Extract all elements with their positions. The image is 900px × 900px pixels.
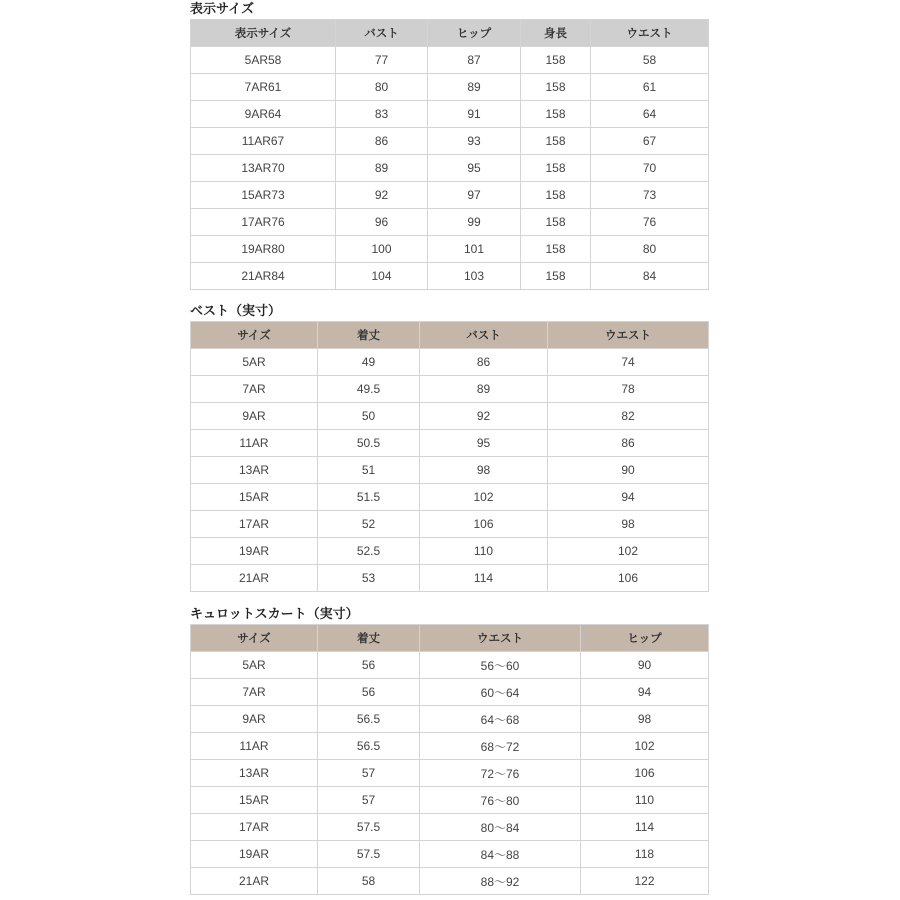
table-cell: 5AR: [191, 652, 318, 679]
table-row: [191, 868, 709, 895]
table-row: [191, 841, 709, 868]
table-cell: 53: [318, 565, 420, 592]
table-cell: 82: [548, 403, 709, 430]
table-cell: 57: [318, 760, 420, 787]
table-cell: 92: [420, 403, 548, 430]
column-header: バスト: [420, 322, 548, 349]
table-cell: 83: [336, 101, 428, 128]
culotte-skirt-section: [190, 605, 709, 895]
table-cell: 51.5: [318, 484, 420, 511]
table-cell: 68～72: [420, 733, 581, 760]
table-cell: 87: [428, 47, 521, 74]
table-cell: 101: [428, 236, 521, 263]
table-cell: 89: [428, 74, 521, 101]
table-cell: 95: [420, 430, 548, 457]
table-cell: 99: [428, 209, 521, 236]
table-row: [191, 155, 709, 182]
table-cell: 15AR: [191, 787, 318, 814]
table-cell: 84: [591, 263, 709, 290]
table-cell: 96: [336, 209, 428, 236]
table-cell: 9AR64: [191, 101, 336, 128]
table-cell: 58: [318, 868, 420, 895]
table-cell: 88～92: [420, 868, 581, 895]
table-cell: 158: [521, 209, 591, 236]
table-cell: 158: [521, 155, 591, 182]
table-row: [191, 652, 709, 679]
table-cell: 98: [581, 706, 709, 733]
table-row: [191, 484, 709, 511]
table-row: [191, 47, 709, 74]
table-cell: 21AR84: [191, 263, 336, 290]
table-cell: 13AR: [191, 457, 318, 484]
column-header: 着丈: [318, 625, 420, 652]
table-cell: 70: [591, 155, 709, 182]
table-cell: 90: [548, 457, 709, 484]
table-row: [191, 263, 709, 290]
table-row: [191, 760, 709, 787]
table-cell: 158: [521, 128, 591, 155]
table-cell: 95: [428, 155, 521, 182]
table-cell: 158: [521, 182, 591, 209]
table-cell: 5AR: [191, 349, 318, 376]
table-cell: 98: [420, 457, 548, 484]
table-cell: 76: [591, 209, 709, 236]
table-cell: 72～76: [420, 760, 581, 787]
table-row: [191, 182, 709, 209]
table-cell: 100: [336, 236, 428, 263]
culotte-skirt-title: キュロットスカート（実寸）: [190, 607, 359, 622]
table-cell: 51: [318, 457, 420, 484]
table-cell: 80～84: [420, 814, 581, 841]
table-cell: 7AR61: [191, 74, 336, 101]
column-header: ヒップ: [581, 625, 709, 652]
table-cell: 74: [548, 349, 709, 376]
table-row: [191, 814, 709, 841]
table-row: [191, 403, 709, 430]
culotte-skirt-table: [190, 624, 709, 895]
column-header: サイズ: [191, 322, 318, 349]
table-cell: 86: [336, 128, 428, 155]
table-cell: 7AR: [191, 679, 318, 706]
table-header-row: [191, 322, 709, 349]
table-cell: 94: [548, 484, 709, 511]
table-cell: 11AR67: [191, 128, 336, 155]
table-cell: 15AR: [191, 484, 318, 511]
column-header: 身長: [521, 20, 591, 47]
table-cell: 94: [581, 679, 709, 706]
table-cell: 103: [428, 263, 521, 290]
table-cell: 50: [318, 403, 420, 430]
table-cell: 78: [548, 376, 709, 403]
table-cell: 13AR: [191, 760, 318, 787]
table-cell: 61: [591, 74, 709, 101]
table-row: [191, 565, 709, 592]
table-cell: 17AR: [191, 814, 318, 841]
table-cell: 52.5: [318, 538, 420, 565]
table-cell: 93: [428, 128, 521, 155]
vest-table: [190, 321, 709, 592]
table-cell: 19AR: [191, 841, 318, 868]
table-cell: 110: [420, 538, 548, 565]
table-row: [191, 101, 709, 128]
table-cell: 114: [581, 814, 709, 841]
table-cell: 102: [548, 538, 709, 565]
table-cell: 76～80: [420, 787, 581, 814]
table-cell: 21AR: [191, 565, 318, 592]
table-cell: 11AR: [191, 733, 318, 760]
table-cell: 67: [591, 128, 709, 155]
table-cell: 90: [581, 652, 709, 679]
table-cell: 56.5: [318, 706, 420, 733]
display-size-section: [190, 0, 709, 290]
table-row: [191, 430, 709, 457]
table-cell: 19AR80: [191, 236, 336, 263]
column-header: バスト: [336, 20, 428, 47]
table-row: [191, 706, 709, 733]
column-header: 着丈: [318, 322, 420, 349]
column-header: サイズ: [191, 625, 318, 652]
table-cell: 21AR: [191, 868, 318, 895]
table-cell: 89: [420, 376, 548, 403]
table-cell: 91: [428, 101, 521, 128]
table-cell: 13AR70: [191, 155, 336, 182]
table-cell: 56: [318, 679, 420, 706]
table-row: [191, 538, 709, 565]
table-cell: 17AR76: [191, 209, 336, 236]
table-row: [191, 209, 709, 236]
table-cell: 60～64: [420, 679, 581, 706]
table-cell: 56～60: [420, 652, 581, 679]
column-header: ヒップ: [428, 20, 521, 47]
vest-section: [190, 302, 709, 592]
table-cell: 7AR: [191, 376, 318, 403]
table-cell: 86: [420, 349, 548, 376]
table-cell: 57: [318, 787, 420, 814]
display-size-table: [190, 19, 709, 290]
table-cell: 49: [318, 349, 420, 376]
table-cell: 57.5: [318, 841, 420, 868]
table-cell: 106: [420, 511, 548, 538]
table-row: [191, 511, 709, 538]
table-cell: 102: [420, 484, 548, 511]
table-cell: 84～88: [420, 841, 581, 868]
table-cell: 50.5: [318, 430, 420, 457]
table-cell: 52: [318, 511, 420, 538]
table-row: [191, 236, 709, 263]
table-cell: 9AR: [191, 403, 318, 430]
table-cell: 11AR: [191, 430, 318, 457]
table-cell: 98: [548, 511, 709, 538]
table-cell: 158: [521, 47, 591, 74]
display-size-title: 表示サイズ: [190, 2, 254, 17]
table-cell: 58: [591, 47, 709, 74]
table-cell: 102: [581, 733, 709, 760]
table-cell: 17AR: [191, 511, 318, 538]
table-row: [191, 349, 709, 376]
table-cell: 5AR58: [191, 47, 336, 74]
column-header: ウエスト: [548, 322, 709, 349]
table-cell: 49.5: [318, 376, 420, 403]
table-cell: 86: [548, 430, 709, 457]
table-cell: 9AR: [191, 706, 318, 733]
table-cell: 97: [428, 182, 521, 209]
table-header-row: [191, 20, 709, 47]
table-cell: 158: [521, 263, 591, 290]
table-cell: 56.5: [318, 733, 420, 760]
table-cell: 19AR: [191, 538, 318, 565]
table-header-row: [191, 625, 709, 652]
table-cell: 158: [521, 101, 591, 128]
column-header: ウエスト: [591, 20, 709, 47]
table-cell: 15AR73: [191, 182, 336, 209]
table-row: [191, 128, 709, 155]
table-cell: 77: [336, 47, 428, 74]
table-cell: 73: [591, 182, 709, 209]
table-row: [191, 679, 709, 706]
table-cell: 56: [318, 652, 420, 679]
table-cell: 80: [336, 74, 428, 101]
column-header: ウエスト: [420, 625, 581, 652]
table-cell: 64～68: [420, 706, 581, 733]
table-row: [191, 787, 709, 814]
table-cell: 57.5: [318, 814, 420, 841]
table-cell: 80: [591, 236, 709, 263]
table-cell: 106: [581, 760, 709, 787]
table-cell: 114: [420, 565, 548, 592]
table-row: [191, 457, 709, 484]
table-cell: 158: [521, 236, 591, 263]
table-cell: 118: [581, 841, 709, 868]
table-row: [191, 376, 709, 403]
table-row: [191, 74, 709, 101]
table-row: [191, 733, 709, 760]
table-cell: 158: [521, 74, 591, 101]
table-cell: 92: [336, 182, 428, 209]
column-header: 表示サイズ: [191, 20, 336, 47]
table-cell: 64: [591, 101, 709, 128]
table-cell: 122: [581, 868, 709, 895]
table-cell: 110: [581, 787, 709, 814]
table-cell: 89: [336, 155, 428, 182]
table-cell: 104: [336, 263, 428, 290]
table-cell: 106: [548, 565, 709, 592]
vest-title: ベスト（実寸）: [190, 304, 282, 319]
